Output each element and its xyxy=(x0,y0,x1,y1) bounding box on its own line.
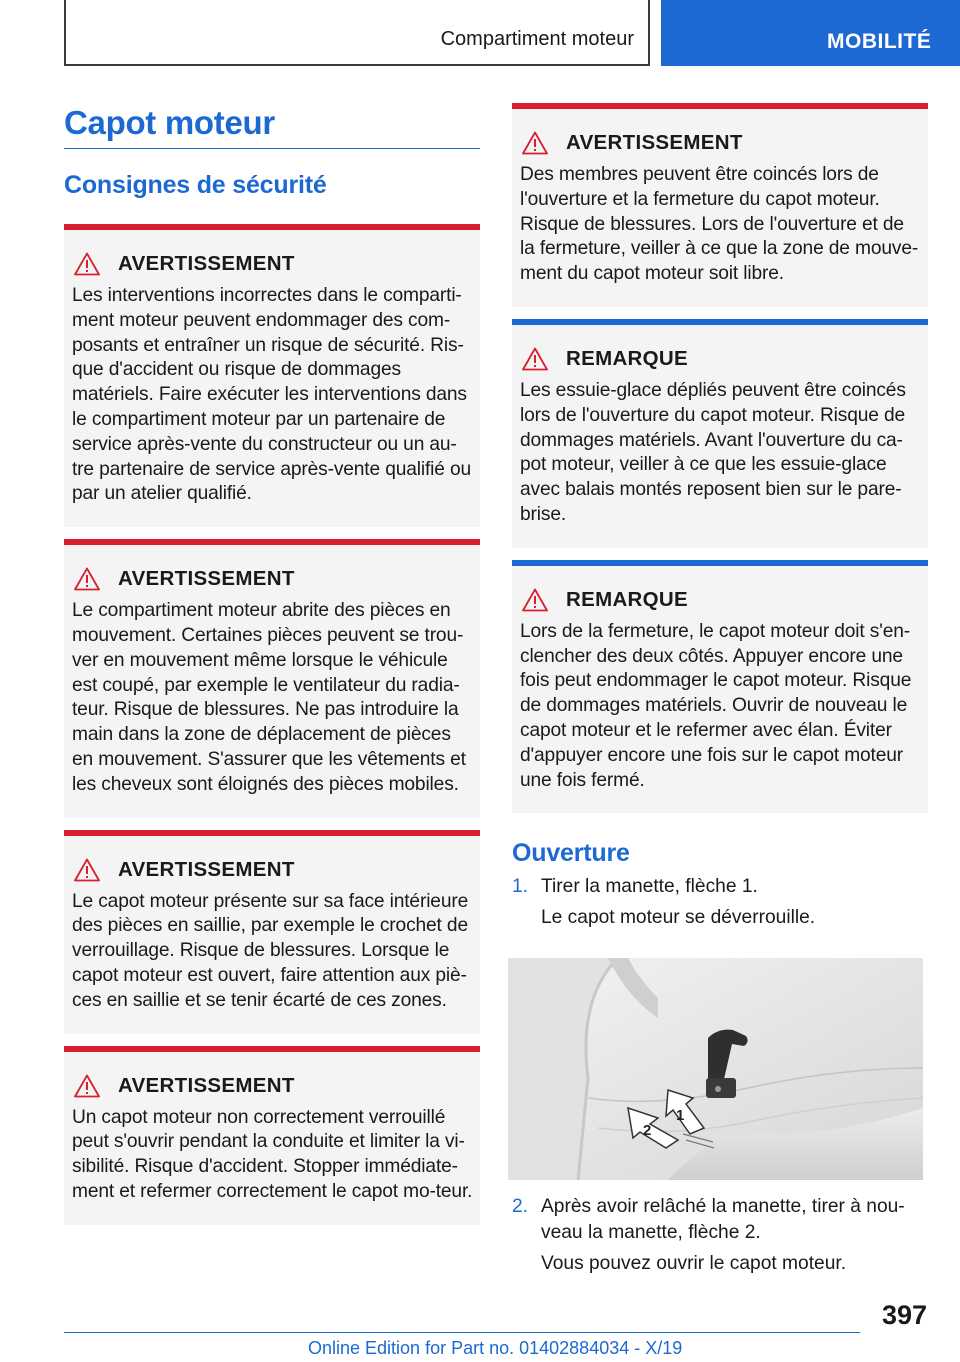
warning-triangle-icon xyxy=(74,1074,100,1098)
warning-box xyxy=(64,224,480,527)
step-item xyxy=(512,1194,928,1282)
header-chapter-tab[interactable] xyxy=(661,0,960,66)
note-box xyxy=(512,319,928,548)
step-result: Le capot moteur se déverrouille. xyxy=(541,907,816,929)
warning-box xyxy=(64,539,480,817)
warning-box xyxy=(64,1046,480,1225)
warning-box xyxy=(64,830,480,1034)
step-number: 1. xyxy=(512,876,529,898)
warning-title: AVERTISSEMENT xyxy=(118,252,295,275)
note-title: REMARQUE xyxy=(566,346,688,370)
step-instruction: Après avoir relâché la manette, tirer à nou-veau la manette, flèche 2. xyxy=(541,1196,905,1244)
warning-title: AVERTISSEMENT xyxy=(118,567,295,591)
left-column xyxy=(64,100,480,1225)
note-title: REMARQUE xyxy=(566,587,688,611)
header-section-title: Compartiment moteur xyxy=(440,28,634,50)
hood-release-illustration xyxy=(508,958,923,1180)
warning-text: Le capot moteur présente sur sa face intérieure des pièces en saillie, par exemple le crochet de verrouillage. Risque de blessures. Lorsque le capot moteur est ouvert, faire attention aux piè-ces en saillie et se tenir écarté de ces zones. xyxy=(72,890,469,1011)
footer-divider xyxy=(64,1332,860,1333)
warning-title: AVERTISSEMENT xyxy=(118,857,295,881)
warning-triangle-icon xyxy=(74,858,100,882)
right-column xyxy=(512,100,928,1282)
warning-text: Les interventions incorrectes dans le comparti-ment moteur peuvent endommager des com-posants et entraîner un risque de sécurité. Ris-que d'accident ou risque de dommages matériels. Faire exécuter les interventions dans le compartiment moteur par un partenaire de service après-vente du constructeur ou un au-tre partenaire de service après-vente qualifié ou par un atelier qualifié. xyxy=(72,285,472,505)
hood-release-figure xyxy=(508,958,923,1180)
warning-triangle-icon xyxy=(522,347,548,371)
warning-title: AVERTISSEMENT xyxy=(566,131,743,154)
page-title: Capot moteur xyxy=(64,104,480,149)
warning-box xyxy=(512,103,928,307)
note-text: Lors de la fermeture, le capot moteur doit s'en-clencher des deux côtés. Appuyer encore une fois peut endommager le capot moteur. Risque de dommages matériels. Ouvrir de nouveau le capot moteur et le refermer avec élan. Éviter d'appuyer encore une fois sur le capot moteur une fois fermé. xyxy=(520,620,912,791)
header-section-box xyxy=(64,0,650,66)
note-text: Les essuie-glace dépliés peuvent être coincés lors de l'ouverture du capot moteur. Risque de dommages matériels. Avant l'ouverture du ca-pot moteur, veiller à ce que les essuie-glace avec balais montés reposent bien sur le pare-brise. xyxy=(520,379,906,525)
opening-steps-continued xyxy=(512,1194,928,1282)
warning-triangle-icon xyxy=(74,252,100,276)
warning-text: Un capot moteur non correctement verrouillé peut s'ouvrir pendant la conduite et limiter la vi-sibilité. Risque d'accident. Stopper immédiate-ment et refermer correctement le capot mo-teur. xyxy=(72,1106,473,1202)
section-subtitle: Consignes de sécurité xyxy=(64,171,327,199)
warning-title: AVERTISSEMENT xyxy=(118,1073,295,1097)
warning-triangle-icon xyxy=(522,131,548,155)
arrow-label-1: 1 xyxy=(676,1107,685,1125)
warning-text: Le compartiment moteur abrite des pièces en mouvement. Certaines pièces peuvent se trou-ver en mouvement même lorsque le véhicule est coupé, par exemple le ventilateur du radia-teur. Risque de blessures. Ne pas introduire la main dans la zone de déplacement de pièces en mouvement. S'assurer que les vêtements et les cheveux sont éloignés des pièces mobiles. xyxy=(72,600,466,795)
step-instruction: Tirer la manette, flèche 1. xyxy=(541,876,758,898)
opening-heading: Ouverture xyxy=(512,839,630,868)
opening-steps xyxy=(512,874,928,936)
note-box xyxy=(512,560,928,814)
step-item xyxy=(512,874,928,936)
warning-triangle-icon xyxy=(522,588,548,612)
step-number: 2. xyxy=(512,1196,529,1218)
warning-text: Des membres peuvent être coincés lors de l'ouverture et la fermeture du capot moteur. Risque de blessures. Lors de l'ouverture et de la fermeture, veiller à ce que la zone de mouve-ment du capot moteur soit libre. xyxy=(520,164,919,285)
step-result: Vous pouvez ouvrir le capot moteur. xyxy=(541,1253,847,1275)
warning-triangle-icon xyxy=(74,567,100,591)
header-chapter-label: MOBILITÉ xyxy=(827,30,932,53)
arrow-label-2: 2 xyxy=(643,1122,652,1140)
footer-edition: Online Edition for Part no. 01402884034 - X/19 xyxy=(308,1338,683,1358)
page-number: 397 xyxy=(881,1300,927,1330)
